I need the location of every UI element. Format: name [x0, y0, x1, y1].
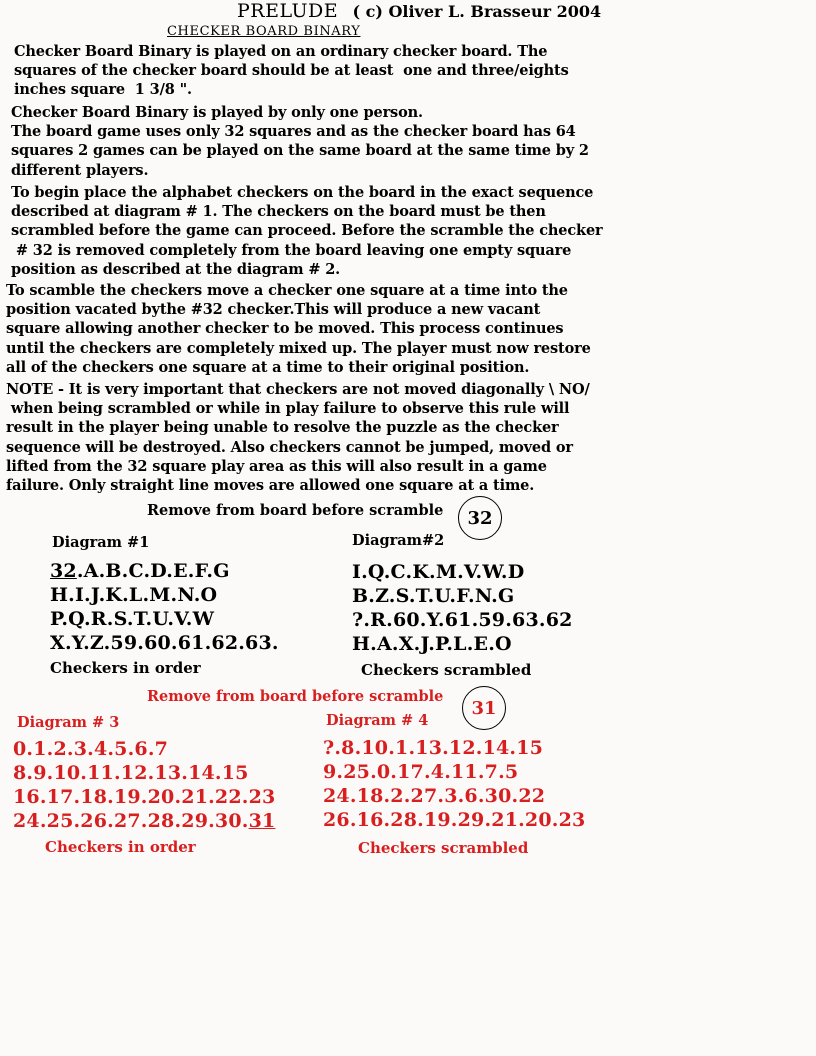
diagram-3-label: Diagram # 3: [17, 714, 120, 731]
diagram-1-caption: Checkers in order: [50, 659, 201, 677]
remove-instruction-black: Remove from board before scramble: [147, 502, 444, 519]
paragraph-players: Checker Board Binary is played by only one person. The board game uses only 32 squares and as the checker board has 64 squares 2 games can be played on the same board at the same time by 2 different players.: [11, 104, 589, 179]
diagram-4-row-4: 26.16.28.19.29.21.20.23: [323, 809, 586, 831]
diagram-1-label: Diagram #1: [52, 534, 150, 551]
circle-31: [462, 686, 506, 730]
page-subtitle: CHECKER BOARD BINARY: [167, 24, 361, 39]
paragraph-setup: To begin place the alphabet checkers on the board in the exact sequence described at diagram # 1. The checkers on the board must be then scrambled before the game can proceed. Before the scramble the checker # 32 is removed completely from the board leaving one empty square position as described at the diagram # 2.: [11, 184, 603, 278]
paragraph-note: NOTE - It is very important that checkers are not moved diagonally \ NO/ when being scrambled or while in play failure to observe this rule will result in the player being unable to resolve the puzzle as the checker sequence will be destroyed. Also checkers cannot be jumped, moved or lifted from the 32 square play area as this will also result in a game failure. Only straight line moves are allowed one square at a time.: [6, 381, 590, 495]
diagram-1-row-4: X.Y.Z.59.60.61.62.63.: [50, 632, 279, 654]
diagram-3-row-1: 0.1.2.3.4.5.6.7: [13, 738, 169, 760]
title-main: PRELUDE: [237, 0, 339, 22]
paragraph-board-size: Checker Board Binary is played on an ordinary checker board. The squares of the checker board should be at least one and three/eights inches square 1 3/8 ".: [14, 43, 569, 99]
diagram-1-row-3: P.Q.R.S.T.U.V.W: [50, 608, 215, 630]
diagram-3-row-4: [13, 809, 275, 833]
diagram-3-last-token: 31: [248, 810, 276, 832]
diagram-2-caption: Checkers scrambled: [361, 661, 532, 679]
diagram-3-caption: Checkers in order: [45, 838, 196, 856]
remove-instruction-red: Remove from board before scramble: [147, 688, 444, 705]
title-copyright: ( c) Oliver L. Brasseur 2004: [352, 2, 602, 21]
diagram-3-row-2: 8.9.10.11.12.13.14.15: [13, 762, 249, 784]
paragraph-scramble: To scamble the checkers move a checker one square at a time into the position vacated bythe #32 checker.This will produce a new vacant square allowing another checker to be moved. This process continues until the checkers are completely mixed up. The player must now restore all of the checkers one square at a time to their original position.: [6, 282, 591, 376]
diagram-2-row-4: H.A.X.J.P.L.E.O: [352, 633, 512, 655]
circle-31-number: 31: [471, 697, 497, 719]
diagram-2-label: Diagram#2: [352, 532, 445, 549]
diagram-1-row-1-rest: .A.B.C.D.E.F.G: [76, 560, 230, 582]
diagram-4-row-2: 9.25.0.17.4.11.7.5: [323, 761, 519, 783]
diagram-4-row-1: ?.8.10.1.13.12.14.15: [323, 737, 544, 759]
diagram-1-row-1: [50, 559, 230, 583]
diagram-4-row-3: 24.18.2.27.3.6.30.22: [323, 785, 546, 807]
diagram-3-row-4-prefix: 24.25.26.27.28.29.30.: [13, 810, 249, 832]
diagram-2-row-3: ?.R.60.Y.61.59.63.62: [352, 609, 573, 631]
diagram-3-row-3: 16.17.18.19.20.21.22.23: [13, 786, 276, 808]
page-title: [237, 0, 601, 22]
diagram-1-first-token: 32: [50, 560, 77, 582]
diagram-2-row-1: I.Q.C.K.M.V.W.D: [352, 561, 525, 583]
diagram-1-row-2: H.I.J.K.L.M.N.O: [50, 584, 218, 606]
circle-32-number: 32: [467, 507, 493, 529]
diagram-4-label: Diagram # 4: [326, 712, 429, 729]
diagram-4-caption: Checkers scrambled: [358, 839, 529, 857]
diagram-2-row-2: B.Z.S.T.U.F.N.G: [352, 585, 515, 607]
circle-32: [458, 496, 502, 540]
